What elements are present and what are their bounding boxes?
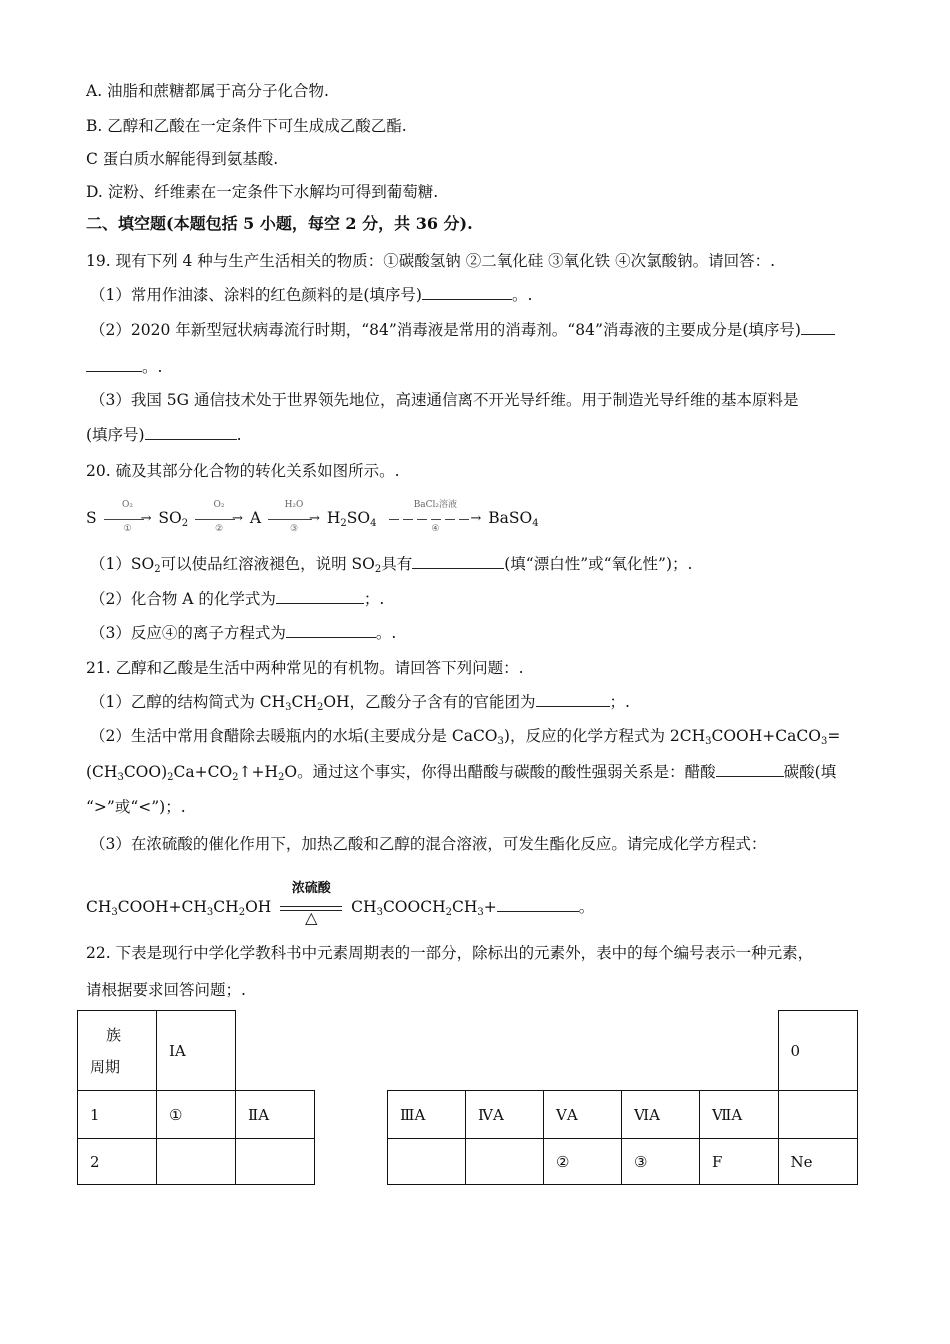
col-VIIA: ⅦA — [700, 1091, 779, 1139]
reaction-arrow-1: O₂ → ① — [104, 508, 152, 529]
q20-stem: 20. 硫及其部分化合物的转化关系如图所示。. — [86, 462, 400, 480]
q20-part3: （3）反应④的离子方程式为 。. — [90, 624, 397, 642]
answer-blank[interactable] — [412, 554, 504, 569]
q21-part2-cont: $(CH_3COO)_2Ca+CO_2↑+H_2O$。通过这个事实，你得出醋酸与碳酸的酸性强弱关系是：醋酸 碳酸(填 — [86, 763, 837, 783]
cell-2-IVA — [466, 1139, 544, 1185]
answer-blank[interactable] — [276, 589, 364, 604]
q21-part2: （2）生活中常用食醋除去暖瓶内的水垢(主要成分是 CaCO$_3$)，反应的化学方程式为 $2CH_3COOH+CaCO_3=$ — [90, 727, 841, 747]
periodic-table-right — [387, 1010, 858, 1185]
q22-line2: 请根据要求回答问题；. — [86, 981, 246, 999]
q19-part2-cont: 。. — [86, 357, 162, 377]
esterification-equation: $CH_3COOH+CH_3CH_2OH$ 浓硫酸 △ $CH_3COOCH_2CH_3+$ 。 — [86, 881, 595, 927]
q20-part2: （2）化合物 A 的化学式为 ；. — [90, 590, 385, 608]
answer-blank[interactable] — [86, 357, 142, 372]
sulfur-conversion-chain: S O₂ → ① $SO_2$ O₂ → ② A H₂O → ③ $H_2SO_4$ BaCl₂溶液 → ④ BaSO$_4$ — [86, 500, 539, 534]
reaction-arrow-3: H₂O → ③ — [268, 508, 320, 529]
q21-part3: （3）在浓硫酸的催化作用下，加热乙酸和乙醇的混合溶液，可发生酯化反应。请完成化学方程式： — [90, 835, 767, 853]
answer-blank[interactable] — [422, 285, 512, 300]
answer-blank[interactable] — [716, 762, 784, 777]
option-c: C 蛋白质水解能得到氨基酸. — [86, 150, 279, 168]
col-0: 0 — [778, 1011, 857, 1091]
col-VIA: ⅥA — [622, 1091, 700, 1139]
reaction-arrow-4: BaCl₂溶液 → ④ — [389, 508, 481, 529]
answer-blank[interactable] — [801, 320, 835, 335]
cell-1-IA: ① — [157, 1091, 236, 1139]
col-VA: ⅤA — [544, 1091, 622, 1139]
q19-part3: （3）我国 5G 通信技术处于世界领先地位，高速通信离不开光导纤维。用于制造光导纤维的基本原料是 — [90, 391, 799, 409]
option-a: A. 油脂和蔗糖都属于高分子化合物. — [86, 82, 329, 100]
col-IIA: ⅡA — [236, 1091, 315, 1139]
reaction-condition: 浓硫酸 △ — [280, 897, 342, 917]
option-d: D. 淀粉、纤维素在一定条件下水解均可得到葡萄糖. — [86, 183, 439, 201]
col-IVA: ⅣA — [466, 1091, 544, 1139]
cell-2-IIIA — [388, 1139, 466, 1185]
q21-part2-cont2: “>”或“<”)；. — [86, 798, 186, 816]
col-IIIA: ⅢA — [388, 1091, 466, 1139]
q19-part3-cont: (填序号) . — [86, 426, 242, 444]
answer-blank[interactable] — [286, 623, 376, 638]
cell-2-VA: ② — [544, 1139, 622, 1185]
q19-part1: （1）常用作油漆、涂料的红色颜料的是(填序号) 。. — [90, 286, 533, 304]
heat-symbol: △ — [305, 908, 318, 927]
cell-2-VIIA: F — [700, 1139, 779, 1185]
section-heading: 二、填空题(本题包括 5 小题，每空 2 分，共 36 分). — [86, 214, 473, 233]
reaction-arrow-2: O₂ → ② — [195, 508, 243, 529]
answer-blank[interactable] — [145, 425, 237, 440]
q21-stem: 21. 乙醇和乙酸是生活中两种常见的有机物。请回答下列问题：. — [86, 659, 524, 677]
cell-2-0: Ne — [778, 1139, 857, 1185]
period-1: 1 — [78, 1091, 157, 1139]
q19-stem: 19. 现有下列 4 种与生产生活相关的物质：①碳酸氢钠 ②二氧化硅 ③氧化铁 ④次氯酸钠。请回答：. — [86, 252, 776, 270]
periodic-table-left — [77, 1010, 315, 1185]
col-IA: ⅠA — [157, 1011, 236, 1091]
q22-line1: 22. 下表是现行中学化学教科书中元素周期表的一部分，除标出的元素外，表中的每个编号表示一种元素， — [86, 944, 814, 962]
answer-blank[interactable] — [536, 692, 610, 707]
option-b: B. 乙醇和乙酸在一定条件下可生成成乙酸乙酯. — [86, 117, 407, 135]
period-2: 2 — [78, 1139, 157, 1185]
cell-2-IIA — [236, 1139, 315, 1185]
answer-blank[interactable] — [497, 897, 579, 912]
q21-part1: （1）乙醇的结构简式为 $CH_3CH_2OH$，乙酸分子含有的官能团为 ；. — [90, 693, 630, 713]
cell-2-VIA: ③ — [622, 1139, 700, 1185]
q19-part2: （2）2020 年新型冠状病毒流行时期，“84”消毒液是常用的消毒剂。“84”消毒液的主要成分是(填序号) — [90, 320, 835, 340]
header-corner: 族 周期 — [78, 1011, 157, 1091]
cell-2-IA — [157, 1139, 236, 1185]
cell-1-0 — [778, 1091, 857, 1139]
q20-part1: $(1)SO_2$可以使品红溶液褪色，说明 $SO_2$具有 (填“漂白性”或“氧化性”)；. — [90, 555, 693, 575]
